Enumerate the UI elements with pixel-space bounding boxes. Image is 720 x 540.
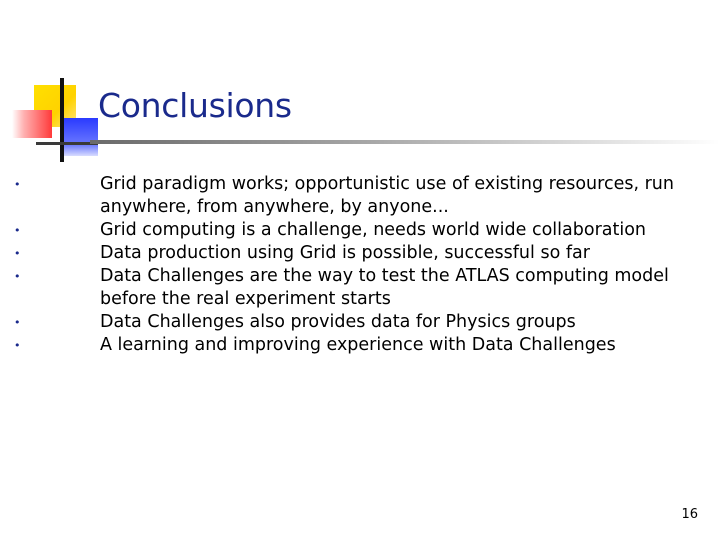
bullet-dot: • <box>14 224 21 237</box>
logo-blue-square <box>60 118 98 156</box>
bullet-item <box>14 173 700 219</box>
bullet-text: Grid computing is a challenge, needs world wide collaboration <box>100 220 647 240</box>
bullet-text: Data production using Grid is possible, successful so far <box>100 243 590 263</box>
bullet-dot: • <box>14 339 21 352</box>
bullet-dot: • <box>14 247 21 260</box>
bullet-text: Grid paradigm works; opportunistic use of existing resources, run anywhere, from anywhere, by anyone... <box>100 174 674 217</box>
bullet-text: Data Challenges are the way to test the ATLAS computing model before the real experiment starts <box>100 266 669 309</box>
logo-vertical-line <box>60 78 64 162</box>
title-underline <box>90 140 720 144</box>
bullet-list <box>14 173 700 363</box>
bullet-dot: • <box>14 178 21 191</box>
bullet-item <box>14 334 700 357</box>
bullet-item <box>14 311 700 334</box>
bullet-dot: • <box>14 316 21 329</box>
bullet-dot: • <box>14 270 21 283</box>
bullet-text: Data Challenges also provides data for Physics groups <box>100 312 576 332</box>
decorative-logo <box>0 0 110 170</box>
page-number: 16 <box>681 507 698 522</box>
logo-horizontal-line <box>36 142 98 145</box>
bullet-text: A learning and improving experience with Data Challenges <box>100 335 616 355</box>
logo-red-square <box>12 110 52 138</box>
bullet-item <box>14 242 700 265</box>
bullet-item <box>14 219 700 242</box>
slide-title: Conclusions <box>98 86 292 125</box>
bullet-item <box>14 265 700 311</box>
